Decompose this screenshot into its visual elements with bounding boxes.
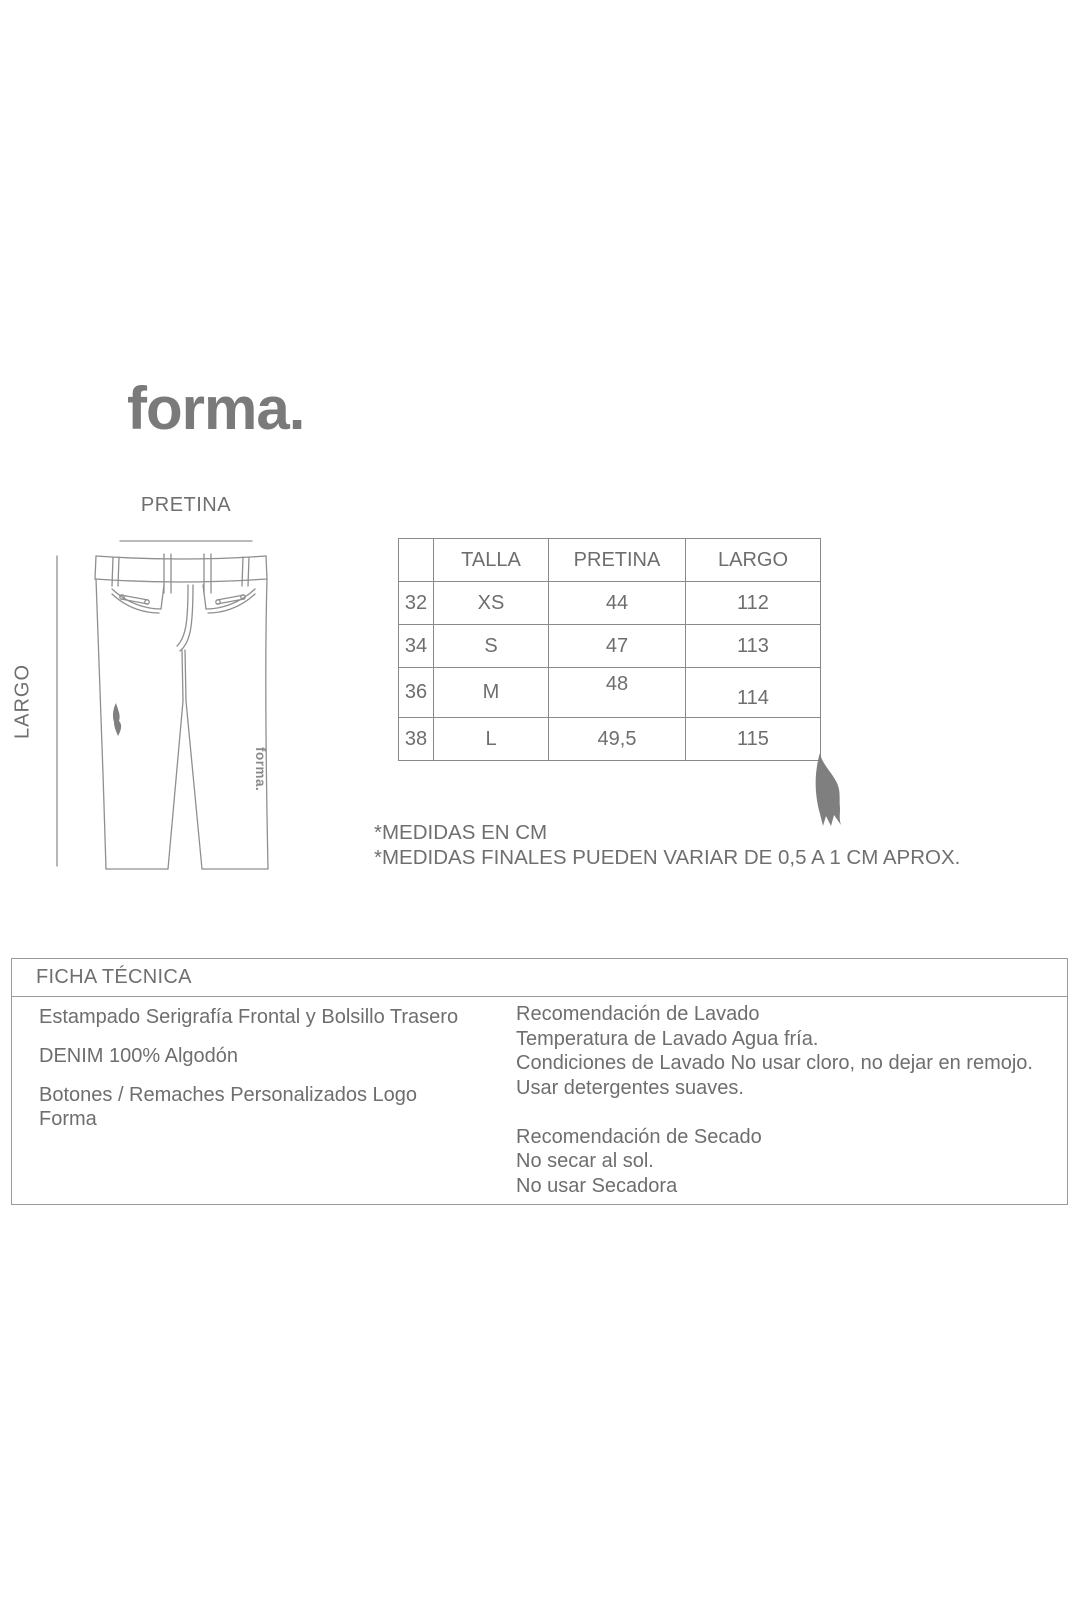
ficha-box <box>11 958 1068 1205</box>
measure-note-2: *MEDIDAS FINALES PUEDEN VARIAR DE 0,5 A 1 CM APROX. <box>374 846 961 869</box>
rooster-mark-icon <box>113 703 121 736</box>
waistband <box>95 556 267 582</box>
size-table-header-empty <box>399 539 434 582</box>
size-table-header-pretina: PRETINA <box>549 539 686 582</box>
front-pocket-left <box>112 585 164 613</box>
table-row <box>399 582 821 625</box>
material-line: Forma <box>39 1108 97 1130</box>
care-line: Recomendación de Lavado <box>516 1003 760 1025</box>
table-row <box>399 668 821 718</box>
cell-largo: 112 <box>686 582 821 625</box>
table-row <box>399 718 821 761</box>
cell-talla: S <box>434 625 549 668</box>
ficha-title: FICHA TÉCNICA <box>12 959 1067 997</box>
care-line: No usar Secadora <box>516 1174 678 1197</box>
size-table-header-row <box>399 539 821 582</box>
care-line: No secar al sol. <box>516 1150 654 1172</box>
care-line: Usar detergentes suaves. <box>516 1076 744 1099</box>
leg-brand-text: forma. <box>253 747 268 792</box>
pretina-label: PRETINA <box>140 494 232 516</box>
ficha-left-column <box>39 1005 458 1146</box>
care-line: Recomendación de Secado <box>516 1125 762 1148</box>
size-table-header-talla: TALLA <box>434 539 549 582</box>
care-line: Condiciones de Lavado No usar cloro, no dejar en remojo. <box>516 1052 1033 1074</box>
fly-stitch <box>177 585 193 701</box>
cell-largo: 115 <box>686 718 821 761</box>
cell-pretina: 47 <box>549 625 686 668</box>
cell-talla: XS <box>434 582 549 625</box>
ficha-right-column <box>516 1002 1033 1198</box>
cell-size-num: 32 <box>399 582 434 625</box>
size-table-header-largo: LARGO <box>686 539 821 582</box>
material-line: Estampado Serigrafía Frontal y Bolsillo Trasero <box>39 1006 459 1028</box>
material-item <box>39 1005 458 1029</box>
pants-diagram <box>40 490 300 880</box>
material-line: DENIM 100% Algodón <box>39 1045 239 1067</box>
cell-talla: L <box>434 718 549 761</box>
cell-pretina: 49,5 <box>549 718 686 761</box>
feather-mark-icon <box>806 746 850 834</box>
cell-pretina: 44 <box>549 582 686 625</box>
cell-size-num: 38 <box>399 718 434 761</box>
largo-label: LARGO <box>11 663 34 740</box>
cell-largo: 113 <box>686 625 821 668</box>
care-line-spacer <box>516 1100 1033 1125</box>
cell-size-num: 36 <box>399 668 434 718</box>
cell-size-num: 34 <box>399 625 434 668</box>
brand-logo: forma. <box>127 375 305 442</box>
pants-outline <box>96 579 268 869</box>
cell-talla: M <box>434 668 549 718</box>
care-line: Temperatura de Lavado Agua fría. <box>516 1027 819 1050</box>
table-row <box>399 625 821 668</box>
material-item <box>39 1044 458 1068</box>
cell-largo: 114 <box>686 668 821 718</box>
measure-note-1: *MEDIDAS EN CM <box>374 821 548 844</box>
cell-pretina: 48 <box>549 668 686 718</box>
belt-loops <box>112 554 249 593</box>
material-line: Botones / Remaches Personalizados Logo <box>39 1084 418 1106</box>
size-table <box>398 538 821 761</box>
material-item <box>39 1083 458 1131</box>
